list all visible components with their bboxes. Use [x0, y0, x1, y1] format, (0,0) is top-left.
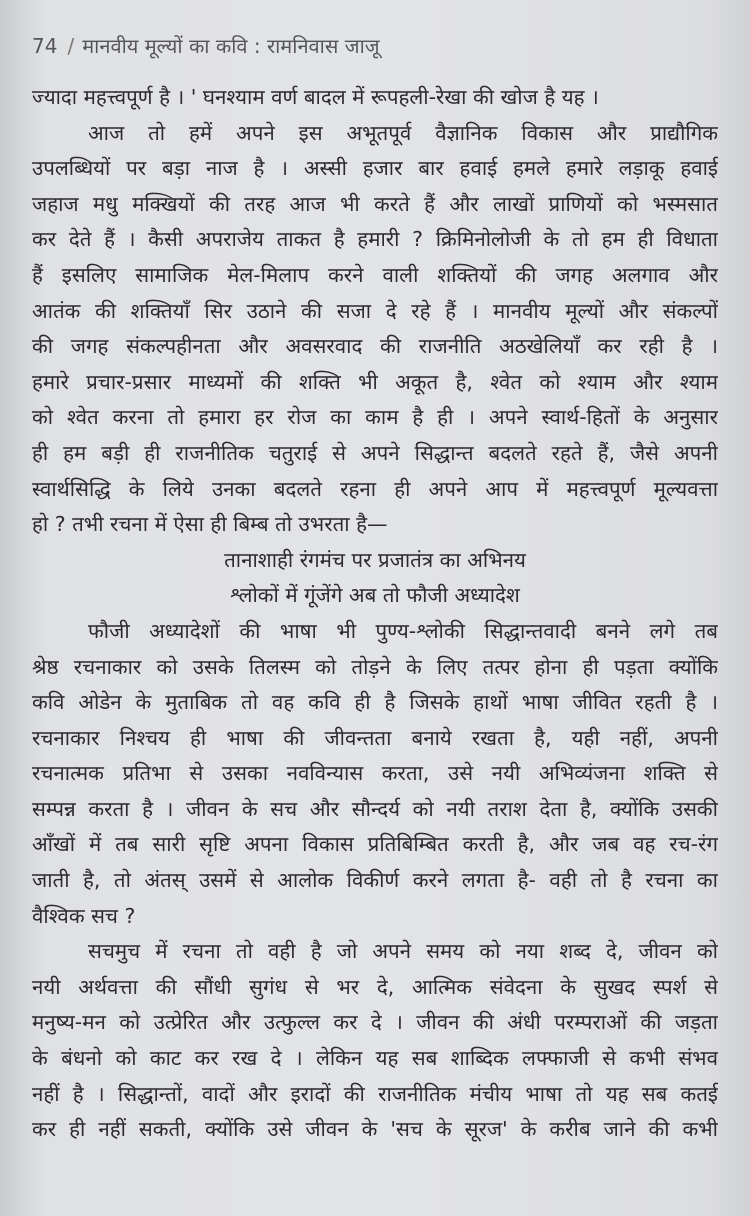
text-line: को श्वेत करना तो हमारा हर रोज का काम है ही । अपने स्वार्थ-हितों के अनुसार [32, 405, 718, 430]
text-line: जहाज मधु मक्खियों की तरह आज भी करते हैं और लाखों प्राणियों को भस्मसात [32, 191, 718, 216]
text-line: जाती है, तो अंतस् उसमें से आलोक विकीर्ण करने लगता है- वही तो है रचना का [32, 868, 718, 893]
text-line: स्वार्थसिद्धि के लिये उनका बदलते रहना ही अपने आप में महत्त्वपूर्ण मूल्यवत्ता [32, 476, 718, 501]
header-separator: / [67, 34, 75, 58]
verse-line: श्लोकों में गूंजेंगे अब तो फौजी अध्यादेश [230, 583, 520, 608]
text-line: के बंधनो को काट कर रख दे । लेकिन यह सब शाब्दिक लफ्फाजी से कभी संभव [32, 1046, 718, 1071]
verse-line: तानाशाही रंगमंच पर प्रजातंत्र का अभिनय [224, 547, 526, 572]
text-line: वैश्विक सच ? [32, 903, 136, 928]
text-line: कर देते हैं । कैसी अपराजेय ताकत है हमारी ? क्रिमिनोलोजी के तो हम ही विधाता [32, 227, 718, 252]
text-line: सम्पन्न करता है । जीवन के सच और सौन्दर्य को नयी तराश देता है, क्योंकि उसकी [32, 796, 718, 821]
text-line: ही हम बड़ी ही राजनीतिक चतुराई से अपने सिद्धान्त बदलते रहते हैं, जैसे अपनी [32, 440, 718, 465]
text-line: सचमुच में रचना तो वही है जो अपने समय को नया शब्द दे, जीवन को [88, 939, 718, 964]
text-line: की जगह संकल्पहीनता और अवसरवाद की राजनीति अठखेलियाँ कर रही है । [32, 334, 718, 359]
text-line: हो ? तभी रचना में ऐसा ही बिम्ब तो उभरता है— [32, 512, 388, 537]
running-header [32, 32, 380, 59]
text-line: रचनाकार निश्चय ही भाषा की जीवन्तता बनाये रखता है, यही नहीं, अपनी [32, 725, 718, 750]
text-line: हमारे प्रचार-प्रसार माध्यमों की शक्ति भी अकूत है, श्वेत को श्याम और श्याम [32, 369, 718, 394]
text-line: नयी अर्थवत्ता की सौंधी सुगंध से भर दे, आत्मिक संवेदना के सुखद स्पर्श से [32, 974, 718, 999]
page-number: 74 [32, 34, 58, 58]
text-line: रचनात्मक प्रतिभा से उसका नवविन्यास करता, उसे नयी अभिव्यंजना शक्ति से [32, 761, 718, 786]
text-line: कवि ओडेन के मुताबिक तो वह कवि ही है जिसके हाथों भाषा जीवित रहती है । [32, 690, 718, 715]
running-title: मानवीय मूल्यों का कवि : रामनिवास जाजू [82, 34, 380, 58]
text-line: श्रेष्ठ रचनाकार को उसके तिलस्म को तोड़ने के लिए तत्पर होना ही पड़ता क्योंकि [32, 654, 718, 679]
body-text [32, 80, 718, 1148]
text-line: उपलब्धियों पर बड़ा नाज है । अस्सी हजार बार हवाई हमले हमारे लड़ाकू हवाई [32, 156, 718, 181]
text-line: हैं इसलिए सामाजिक मेल-मिलाप करने वाली शक्तियों की जगह अलगाव और [32, 262, 718, 287]
text-line: नहीं है । सिद्धान्तों, वादों और इरादों की राजनीतिक मंचीय भाषा तो यह सब कतई [32, 1081, 718, 1106]
text-line: फौजी अध्यादेशों की भाषा भी पुण्य-श्लोकी सिद्धान्तवादी बनने लगे तब [88, 618, 718, 643]
text-line: आतंक की शक्तियाँ सिर उठाने की सजा दे रहे हैं । मानवीय मूल्यों और संकल्पों [32, 298, 718, 323]
text-line: ज्यादा महत्त्वपूर्ण है । ' घनश्याम वर्ण बादल में रूपहली-रेखा की खोज है यह । [32, 85, 599, 109]
text-line: आँखों में तब सारी सृष्टि अपना विकास प्रतिबिम्बित करती है, और जब वह रच-रंग [32, 832, 718, 857]
text-line: कर ही नहीं सकती, क्योंकि उसे जीवन के 'सच के सूरज' के करीब जाने की कभी [32, 1117, 718, 1142]
text-line: आज तो हमें अपने इस अभूतपूर्व वैज्ञानिक विकास और प्राद्यौगिक [88, 120, 718, 145]
text-line: मनुष्य-मन को उत्प्रेरित और उत्फुल्ल कर दे । जीवन की अंधी परम्पराओं की जड़ता [32, 1010, 718, 1035]
